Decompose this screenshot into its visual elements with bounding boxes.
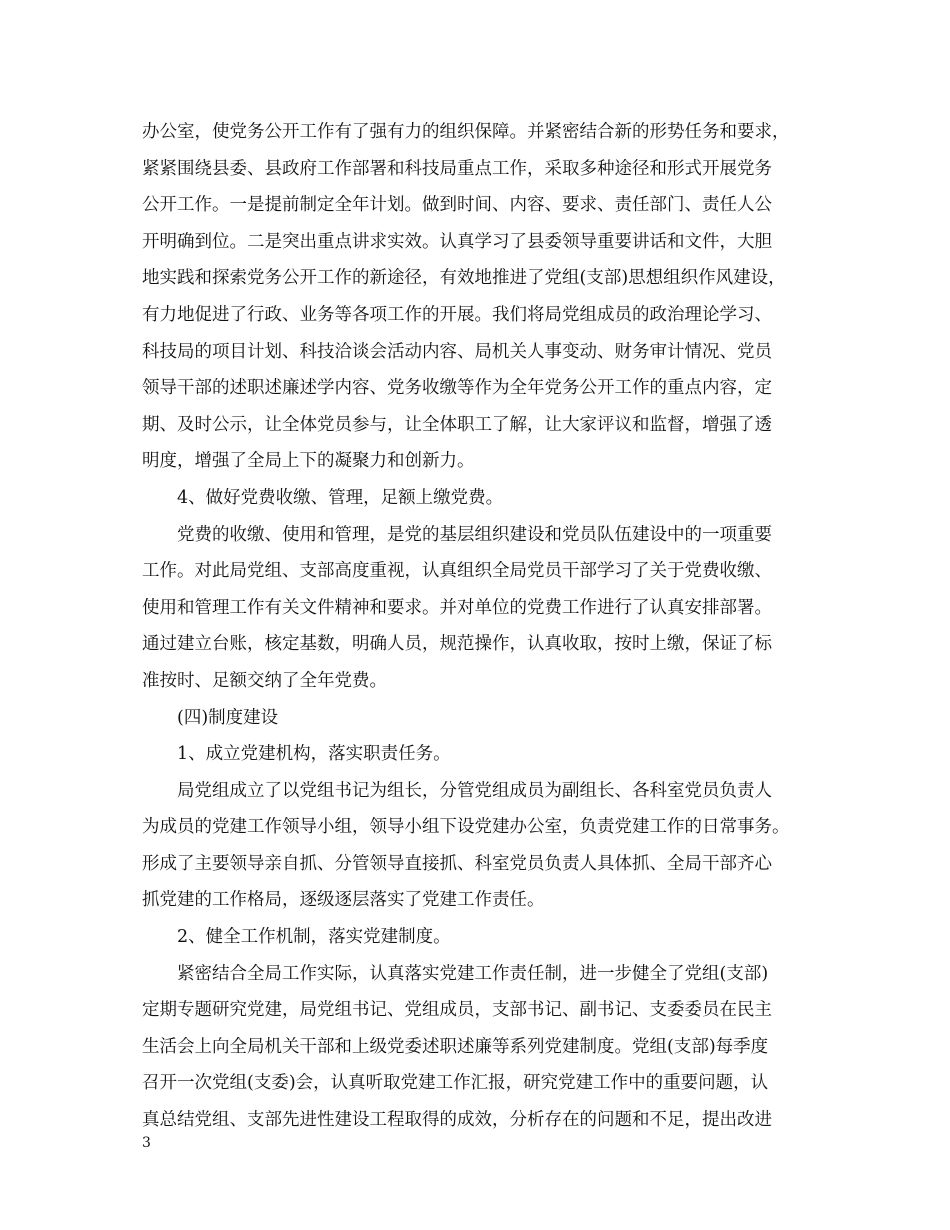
page-number: 3 (142, 1135, 151, 1151)
text-line: 生活会上向全局机关干部和上级党委述职述廉等系列党建制度。党组(支部)每季度 (142, 1036, 769, 1057)
text-line: 定期专题研究党建，局党组书记、党组成员，支部书记、副书记、支委委员在民主 (142, 1000, 772, 1021)
text-line: 开明确到位。二是突出重点讲求实效。认真学习了县委领导重要讲话和文件，大胆 (142, 231, 772, 252)
text-line: 办公室，使党务公开工作有了强有力的组织保障。并紧密结合新的形势任务和要求， (142, 122, 790, 142)
text-line: 抓党建的工作格局，逐级逐层落实了党建工作责任。 (142, 890, 545, 911)
text-line: 公开工作。一是提前制定全年计划。做到时间、内容、要求、责任部门、责任人公 (142, 195, 772, 216)
text-line: 科技局的项目计划、科技洽谈会活动内容、局机关人事变动、财务审计情况、党员 (142, 341, 772, 362)
text-line: 有力地促进了行政、业务等各项工作的开展。我们将局党组成员的政治理论学习、 (142, 304, 772, 325)
text-line: 局党组成立了以党组书记为组长，分管党组成员为副组长、各科室党员负责人 (177, 780, 772, 801)
text-line: 真总结党组、支部先进性建设工程取得的成效，分析存在的问题和不足，提出改进 (142, 1110, 772, 1131)
text-line: (四)制度建设 (177, 707, 279, 728)
text-line: 4、做好党费收缴、管理，足额上缴党费。 (177, 487, 504, 508)
text-line: 期、及时公示，让全体党员参与，让全体职工了解，让大家评议和监督，增强了透 (142, 414, 772, 435)
text-line: 通过建立台账，核定基数，明确人员，规范操作，认真收取，按时上缴，保证了标 (142, 634, 772, 655)
text-line: 为成员的党建工作领导小组，领导小组下设党建办公室，负责党建工作的日常事务。 (142, 817, 790, 838)
text-line: 党费的收缴、使用和管理，是党的基层组织建设和党员队伍建设中的一项重要 (177, 524, 772, 545)
document-body (142, 114, 822, 1139)
text-line: 召开一次党组(支委)会，认真听取党建工作汇报，研究党建工作中的重要问题，认 (142, 1073, 769, 1094)
text-line: 领导干部的述职述廉述学内容、党务收缴等作为全年党务公开工作的重点内容，定 (142, 378, 772, 399)
text-line: 明度，增强了全局上下的凝聚力和创新力。 (142, 451, 475, 472)
text-line: 地实践和探索党务公开工作的新途径，有效地推进了党组(支部)思想组织作风建设， (142, 268, 786, 289)
text-line: 1、成立党建机构，落实职责任务。 (177, 744, 451, 765)
text-line: 形成了主要领导亲自抓、分管领导直接抓、科室党员负责人具体抓、全局干部齐心 (142, 853, 772, 874)
text-line: 紧紧围绕县委、县政府工作部署和科技局重点工作，采取多种途径和形式开展党务 (142, 158, 772, 179)
text-line: 紧密结合全局工作实际，认真落实党建工作责任制，进一步健全了党组(支部) (177, 963, 769, 984)
text-line: 2、健全工作机制，落实党建制度。 (177, 927, 451, 948)
text-line: 准按时、足额交纳了全年党费。 (142, 670, 387, 691)
text-line: 使用和管理工作有关文件精神和要求。并对单位的党费工作进行了认真安排部署。 (142, 597, 772, 618)
text-line: 工作。对此局党组、支部高度重视，认真组织全局党员干部学习了关于党费收缴、 (142, 561, 772, 582)
